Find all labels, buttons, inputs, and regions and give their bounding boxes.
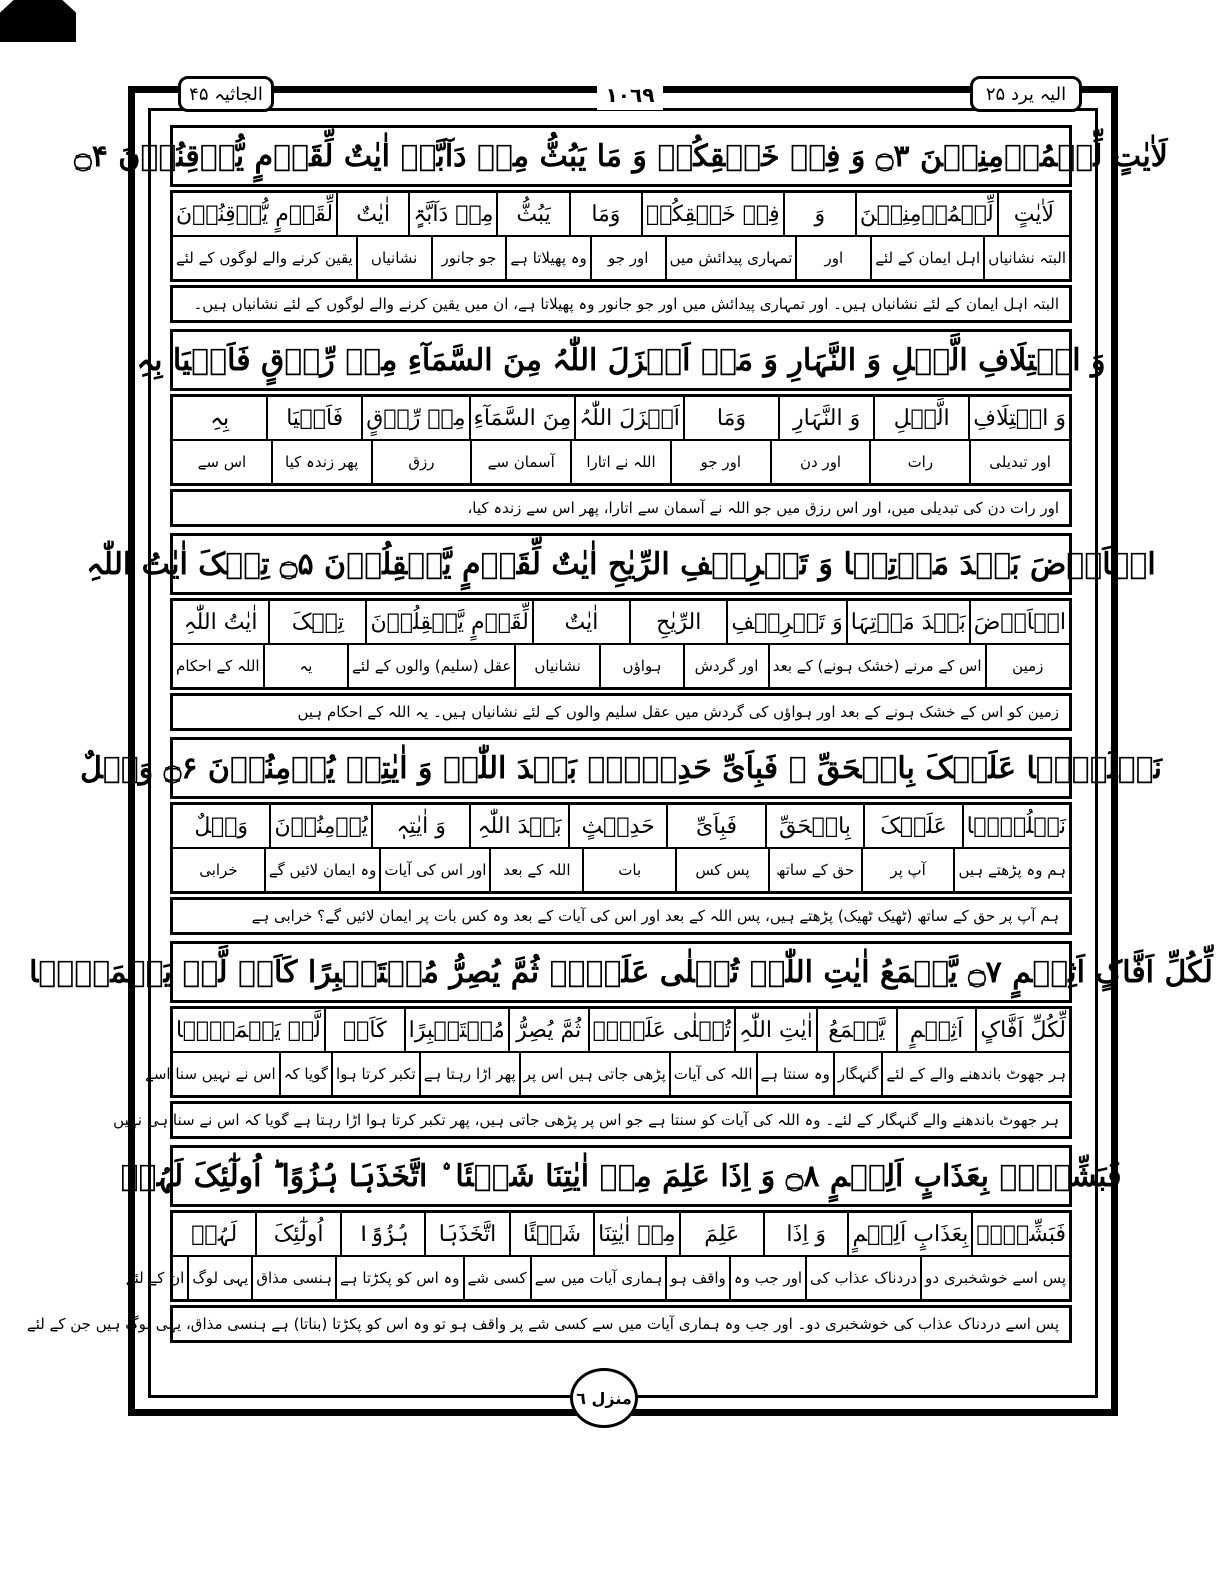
arabic-word-cell: یُؤۡمِنُوۡنَ: [269, 805, 371, 847]
word-grid: [170, 190, 1072, 282]
meaning-cell: زمین: [985, 645, 1069, 687]
arabic-word-cell: بَعۡدَ اللّٰہِ: [469, 805, 567, 847]
arabic-word-cell: لَّمۡ یَسۡمَعۡہَا: [175, 1017, 321, 1043]
meaning-cell: پس اسے خوشخبری دو: [920, 1257, 1069, 1299]
meanings-row: [173, 439, 1069, 483]
arabic-words-row: [173, 601, 1069, 643]
meaning-cell: رات: [869, 441, 969, 483]
arabic-word-cell: حَدِیۡثٍ: [568, 805, 666, 847]
meaning-cell: وہ پھیلاتا ہے: [505, 237, 589, 279]
meaning-cell: اور جو: [590, 237, 665, 279]
translation-line: اور رات دن کی تبدیلی میں، اور اس رزق میں جو اللہ نے آسمان سے اتارا، پھر اس سے زندہ کیا،: [170, 489, 1072, 527]
meaning-cell: اس نے نہیں سنا اسے: [145, 1065, 276, 1083]
meaning-cell: ہماری آیات میں سے: [530, 1257, 666, 1299]
arabic-word-cell: لَاٰیٰتٍ: [997, 193, 1069, 235]
meaning-cell: بات: [582, 849, 675, 891]
meaning-cell: اور تبدیلی: [969, 441, 1069, 483]
meaning-cell: رزق: [371, 441, 471, 483]
meaning-cell: ہم وہ پڑھتے ہیں: [953, 849, 1069, 891]
meaning-cell: کسی شے: [463, 1257, 530, 1299]
meaning-cell: اللہ کے احکام: [176, 657, 260, 675]
meaning-cell: جو جانور: [431, 237, 506, 279]
word-grid: [170, 394, 1072, 486]
word-grid: [145, 1006, 1072, 1098]
word-grid: [125, 1210, 1072, 1302]
arabic-word-cell: اٰیٰتٌ: [532, 601, 629, 643]
meaning-cell: یہ: [263, 645, 347, 687]
arabic-word-cell: فَبَشِّرۡہُ: [971, 1213, 1069, 1255]
arabic-word-cell: بِعَذَابٍ اَلِیۡمٍ: [847, 1213, 971, 1255]
meaning-cell: گویا کہ: [279, 1053, 331, 1095]
arabic-word-cell: بِہِ: [210, 405, 230, 431]
arabic-word-cell: لِّقَوۡمٍ یُّوۡقِنُوۡنَ: [175, 201, 334, 227]
arabic-word-cell: تُتۡلٰی عَلَیۡہِ: [588, 1009, 734, 1051]
meaning-cell: اس کے مرنے (خشک ہونے) کے بعد: [768, 645, 985, 687]
meaning-cell: حق کے ساتھ: [768, 849, 861, 891]
meaning-cell: اور دن: [770, 441, 870, 483]
juz-label: الیہ یرد ۲۵: [970, 76, 1082, 112]
meaning-cell: واقف ہو: [665, 1257, 728, 1299]
translation-line: ہر جھوٹ باندھنے والے گنہگار کے لئے۔ وہ اللہ کی آیات کو سنتا ہے جو اس پر پڑھی جاتی ہیں، پھر تکبر کرتا ہوا اڑا رہتا ہے گویا کہ اس نے سنا ہی نہیں: [170, 1101, 1072, 1139]
ayah-line: فَبَشِّرۡہُ بِعَذَابٍ اَلِیۡمٍ ۝۸ وَ اِذَا عَلِمَ مِنۡ اٰیٰتِنَا شَیۡئَا ۨ اتَّخَذَہَا ہُزُوًا ؕ اُولٰٓئِکَ لَہُمۡ: [170, 1145, 1072, 1207]
arabic-word-cell: فَاَحۡیَا: [266, 397, 361, 439]
arabic-word-cell: الَّیۡلِ: [873, 397, 968, 439]
arabic-word-cell: وَ النَّہَارِ: [778, 397, 873, 439]
meaning-cell: یقین کرنے والے لوگوں کے لئے: [175, 249, 353, 267]
arabic-word-cell: وَیۡلٌ: [194, 813, 249, 839]
meaning-cell: ہواؤں: [599, 645, 683, 687]
meaning-cell: آپ پر: [861, 849, 954, 891]
meaning-cell: پھر اڑا رہتا ہے: [419, 1053, 519, 1095]
arabic-word-cell: تِلۡکَ: [268, 601, 365, 643]
arabic-word-cell: لِّکُلِّ اَفَّاکٍ: [975, 1009, 1069, 1051]
meaning-cell: آسمان سے: [470, 441, 570, 483]
ayah-line: نَتۡلُوۡہَا عَلَیۡکَ بِالۡحَقِّ ۚ فَبِاَیِّ حَدِیۡثٍۭ بَعۡدَ اللّٰہِ وَ اٰیٰتِہٖ یُؤۡمِنُوۡنَ ۝۶ وَیۡلٌ: [170, 737, 1072, 799]
translation-line: زمین کو اس کے خشک ہونے کے بعد اور ہواؤں کی گردش میں عقل سلیم والوں کے لئے نشانیاں ہیں۔ یہ اللہ کے احکام ہیں: [170, 693, 1072, 731]
meaning-cell: وہ اس کو پکڑتا ہے: [335, 1257, 463, 1299]
page-content: [26, 122, 1213, 1349]
meaning-cell: ان کے لئے: [125, 1269, 185, 1287]
meaning-cell: اس سے: [197, 453, 247, 471]
arabic-word-cell: ثُمَّ یُصِرُّ: [508, 1009, 588, 1051]
meaning-cell: اللہ کے بعد: [489, 849, 582, 891]
arabic-word-cell: مِنۡ دَآبَّۃٍ: [408, 193, 496, 235]
translation-line: پس اسے دردناک عذاب کی خوشخبری دو۔ اور جب وہ ہماری آیات میں سے کسی شے پر واقف ہو تو وہ اس کو پکڑتا (بناتا) ہے ہنسی مذاق، یہی لوگ ہیں جن کے لئے: [170, 1305, 1072, 1343]
meaning-cell: دردناک عذاب کی: [805, 1257, 920, 1299]
arabic-words-row: [173, 397, 1069, 439]
meanings-row: [173, 235, 1069, 279]
meaning-cell: خرابی: [199, 861, 238, 879]
arabic-word-cell: مِنۡ رِّزۡقٍ: [361, 397, 468, 439]
translation-line: ہم آپ پر حق کے ساتھ (ٹھیک ٹھیک) پڑھتے ہیں، پس اللہ کے بعد اور اس کی آیات کے بعد وہ کس بات پر ایمان لائیں گے؟ خرابی ہے: [170, 897, 1072, 935]
arabic-word-cell: لِّلۡمُؤۡمِنِیۡنَ: [855, 193, 997, 235]
meanings-row: [173, 643, 1069, 687]
word-grid: [170, 598, 1072, 690]
meaning-cell: اللہ کی آیات: [669, 1053, 756, 1095]
meaning-cell: تکبر کرتا ہوا: [331, 1053, 419, 1095]
arabic-word-cell: الرِّیٰحِ: [629, 601, 726, 643]
arabic-word-cell: نَتۡلُوۡہَا: [962, 805, 1069, 847]
ayah-line: لِّکُلِّ اَفَّاکٍ اَثِیۡمٍ ۝۷ یَّسۡمَعُ اٰیٰتِ اللّٰہِ تُتۡلٰی عَلَیۡہِ ثُمَّ یُصِرُّ مُسۡتَکۡبِرًا کَاَنۡ لَّمۡ یَسۡمَعۡہَا: [170, 941, 1072, 1003]
meanings-row: [125, 1255, 1069, 1299]
meaning-cell: عقل (سلیم) والوں کے لئے: [347, 645, 514, 687]
arabic-word-cell: لَہُمۡ: [191, 1221, 238, 1247]
arabic-word-cell: لِّقَوۡمٍ یَّعۡقِلُوۡنَ: [365, 601, 531, 643]
meaning-cell: یہی لوگ: [187, 1257, 251, 1299]
arabic-words-row: [173, 1009, 1069, 1051]
ayah-line: الۡاَرۡضَ بَعۡدَ مَوۡتِہَا وَ تَصۡرِیۡفِ الرِّیٰحِ اٰیٰتٌ لِّقَوۡمٍ یَّعۡقِلُوۡنَ ۝۵ تِلۡکَ اٰیٰتُ اللّٰہِ: [170, 533, 1072, 595]
meaning-cell: ہر جھوٹ باندھنے والے کے لئے: [881, 1053, 1069, 1095]
surah-label: الجاثیہ ۴۵: [178, 76, 274, 112]
arabic-word-cell: وَ اِذَا: [763, 1213, 847, 1255]
meanings-row: [173, 847, 1069, 891]
arabic-word-cell: اَثِیۡمٍ: [896, 1009, 976, 1051]
meaning-cell: اور جو: [670, 441, 770, 483]
arabic-word-cell: عَلِمَ: [679, 1213, 763, 1255]
arabic-word-cell: مِنۡ اٰیٰتِنَا: [593, 1213, 678, 1255]
arabic-word-cell: وَ اٰیٰتِہٖ: [371, 805, 469, 847]
arabic-word-cell: مِنَ السَّمَآءِ: [469, 397, 575, 439]
meaning-cell: وہ ایمان لائیں گے: [264, 849, 380, 891]
meaning-cell: البتہ نشانیاں: [983, 237, 1069, 279]
arabic-word-cell: یَّسۡمَعُ: [816, 1009, 896, 1051]
arabic-words-row: [173, 193, 1069, 235]
meaning-cell: پھر زندہ کیا: [271, 441, 371, 483]
arabic-word-cell: وَمَا: [683, 397, 778, 439]
arabic-word-cell: وَ: [783, 193, 855, 235]
meaning-cell: اور: [795, 237, 870, 279]
meaning-cell: اور گردش: [683, 645, 767, 687]
arabic-words-row: [173, 805, 1069, 847]
manzil-marker: منزل ٦: [570, 1368, 638, 1428]
meaning-cell: تمہاری پیدائش میں: [665, 237, 796, 279]
meaning-cell: نشانیاں: [514, 645, 598, 687]
meaning-cell: پس کس: [675, 849, 768, 891]
ayah-line: لَاٰیٰتٍ لِّلۡمُؤۡمِنِیۡنَ ۝۳ وَ فِیۡ خَلۡقِکُمۡ وَ مَا یَبُثُّ مِنۡ دَآبَّۃٍ اٰیٰتٌ لِّقَوۡمٍ یُّوۡقِنُوۡنَ ۝۴: [170, 125, 1072, 187]
arabic-word-cell: فَبِاَیِّ: [666, 805, 764, 847]
arabic-word-cell: وَمَا: [569, 193, 641, 235]
arabic-word-cell: عَلَیۡکَ: [863, 805, 961, 847]
ayah-line: وَ اخۡتِلَافِ الَّیۡلِ وَ النَّہَارِ وَ مَاۤ اَنۡزَلَ اللّٰہُ مِنَ السَّمَآءِ مِنۡ رِّزۡقٍ فَاَحۡیَا بِہِ: [170, 329, 1072, 391]
arabic-word-cell: یَبُثُّ: [496, 193, 568, 235]
arabic-word-cell: اٰیٰتٌ: [336, 193, 408, 235]
arabic-word-cell: اَنۡزَلَ اللّٰہُ: [574, 397, 683, 439]
meaning-cell: ہنسی مذاق: [251, 1257, 335, 1299]
arabic-word-cell: ہُزُوًا: [340, 1213, 424, 1255]
meaning-cell: گنہگار: [833, 1053, 882, 1095]
arabic-word-cell: اُولٰٓئِکَ: [255, 1213, 339, 1255]
arabic-word-cell: اٰیٰتِ اللّٰہِ: [734, 1009, 816, 1051]
meaning-cell: اللہ نے اتارا: [570, 441, 670, 483]
arabic-word-cell: فِیۡ خَلۡقِکُمۡ: [641, 193, 783, 235]
arabic-word-cell: مُسۡتَکۡبِرًا: [404, 1009, 508, 1051]
arabic-word-cell: اٰیٰتُ اللّٰہِ: [183, 609, 258, 635]
arabic-word-cell: الۡاَرۡضَ: [969, 601, 1069, 643]
page-number: ١٠٦٩: [597, 80, 663, 110]
translation-line: البتہ اہل ایمان کے لئے نشانیاں ہیں۔ اور تمہاری پیدائش میں اور جو جانور وہ پھیلاتا ہے، ان میں یقین کرنے والے لوگوں کے لئے نشانیاں ہیں۔: [170, 285, 1072, 323]
arabic-word-cell: اتَّخَذَہَا: [424, 1213, 508, 1255]
arabic-word-cell: وَ اخۡتِلَافِ: [968, 397, 1069, 439]
word-grid: [170, 802, 1072, 894]
arabic-word-cell: بِالۡحَقِّ: [765, 805, 863, 847]
page-number-badge: [0, 0, 76, 42]
meaning-cell: اور اس کی آیات: [379, 849, 489, 891]
arabic-word-cell: وَ تَصۡرِیۡفِ: [726, 601, 845, 643]
meaning-cell: اور جب وہ: [729, 1257, 805, 1299]
meanings-row: [145, 1051, 1069, 1095]
arabic-word-cell: بَعۡدَ مَوۡتِہَا: [846, 601, 969, 643]
arabic-word-cell: کَاَنۡ: [324, 1009, 404, 1051]
meaning-cell: پڑھی جاتی ہیں اس پر: [519, 1053, 669, 1095]
arabic-word-cell: شَیۡئًا: [509, 1213, 593, 1255]
meaning-cell: وہ سنتا ہے: [756, 1053, 833, 1095]
arabic-words-row: [173, 1213, 1069, 1255]
meaning-cell: اہل ایمان کے لئے: [870, 237, 983, 279]
meaning-cell: نشانیاں: [356, 237, 431, 279]
